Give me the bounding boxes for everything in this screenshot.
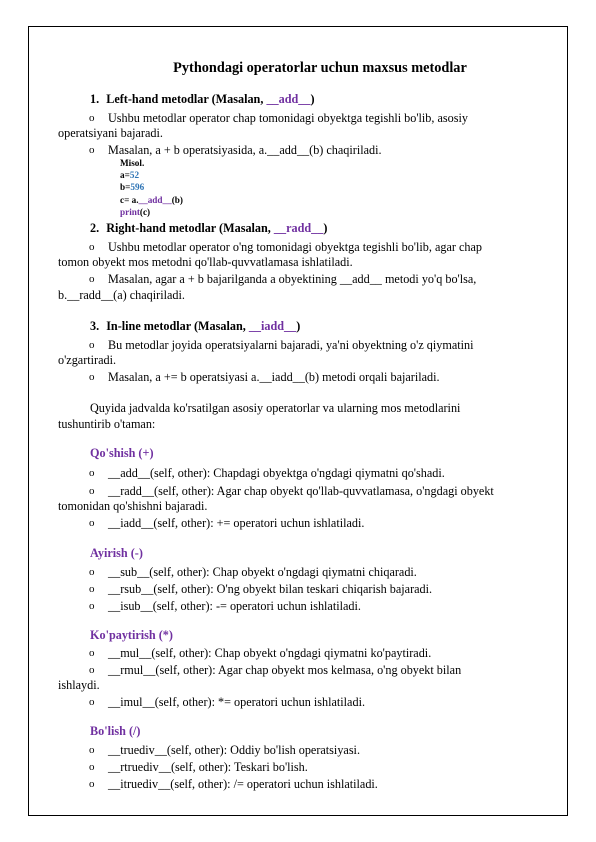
bullet-icon: o	[89, 647, 95, 659]
bullet-icon: o	[89, 112, 95, 124]
section-1-method: __add__	[266, 92, 311, 106]
bullet-icon: o	[89, 517, 95, 529]
mul-item-1: __mul__(self, other): Chap obyekt o'ngdagi qiymatni ko'paytiradi.	[108, 646, 432, 660]
bullet-icon: o	[89, 144, 95, 156]
sub-item-3: __isub__(self, other): -= operatori uchun ishlatiladi.	[108, 599, 361, 613]
section-3-close: )	[296, 319, 301, 333]
div-item-1: __truediv__(self, other): Oddiy bo'lish operatsiyasi.	[108, 743, 360, 757]
add-heading: Qo'shish (+)	[90, 446, 154, 460]
section-2-method: __radd__	[273, 221, 324, 235]
bullet-icon: o	[89, 778, 95, 790]
bullet-icon: o	[89, 273, 95, 285]
add-item-2-line-1: __radd__(self, other): Agar chap obyekt qo'llab-quvvatlamasa, o'ngdagi obyekt	[108, 484, 494, 498]
section-1-bullet-1-line-2: operatsiyani bajaradi.	[58, 126, 163, 140]
section-1-close: )	[310, 92, 315, 106]
bullet-icon: o	[89, 485, 95, 497]
bullet-icon: o	[89, 600, 95, 612]
intro-line-2: tushuntirib o'taman:	[58, 417, 156, 431]
section-2-number: 2.	[90, 221, 100, 235]
section-3-title: In-line metodlar (Masalan,	[106, 319, 249, 333]
section-2-close: )	[323, 221, 328, 235]
mul-item-2-line-1: __rmul__(self, other): Agar chap obyekt mos kelmasa, o'ng obyekt bilan	[108, 663, 462, 677]
document-title: Pythondagi operatorlar uchun maxsus metodlar	[173, 60, 467, 76]
div-item-3: __itruediv__(self, other): /= operatori uchun ishlatiladi.	[108, 777, 378, 791]
sub-item-2: __rsub__(self, other): O'ng obyekt bilan teskari chiqarish bajaradi.	[108, 582, 433, 596]
bullet-icon: o	[89, 744, 95, 756]
bullet-icon: o	[89, 566, 95, 578]
section-3-number: 3.	[90, 319, 100, 333]
div-item-2: __rtruediv__(self, other): Teskari bo'lish.	[108, 760, 308, 774]
section-2-bullet-1-line-2: tomon obyekt mos metodni qo'llab-quvvatlamasa ishlatiladi.	[58, 255, 353, 269]
bullet-icon: o	[89, 241, 95, 253]
bullet-icon: o	[89, 583, 95, 595]
div-heading: Bo'lish (/)	[90, 724, 141, 738]
code-line-a: a=52	[120, 170, 140, 180]
section-1-heading	[90, 92, 315, 106]
section-1-bullet-2: Masalan, a + b operatsiyasida, a.__add__(b) chaqiriladi.	[108, 143, 382, 157]
section-1-number: 1.	[90, 92, 100, 106]
section-3-method: __iadd__	[248, 319, 297, 333]
section-2-heading	[90, 221, 327, 235]
code-line-c: c= a.__add__(b)	[120, 195, 183, 205]
mul-heading: Ko'paytirish (*)	[90, 628, 173, 642]
code-line-b: b=596	[120, 182, 145, 192]
bullet-icon: o	[89, 761, 95, 773]
code-line-print: print(c)	[120, 207, 151, 217]
section-2-title: Right-hand metodlar (Masalan,	[106, 221, 274, 235]
bullet-icon: o	[89, 371, 95, 383]
section-3-heading	[90, 319, 300, 333]
sub-item-1: __sub__(self, other): Chap obyekt o'ngdagi qiymatni chiqaradi.	[108, 565, 417, 579]
intro-line-1: Quyida jadvalda ko'rsatilgan asosiy operatorlar va ularning mos metodlarini	[90, 401, 461, 415]
section-3-bullet-2: Masalan, a += b operatsiyasi a.__iadd__(b) metodi orqali bajariladi.	[108, 370, 440, 384]
section-2-bullet-1-line-1: Ushbu metodlar operator o'ng tomonidagi obyektga tegishli bo'lib, agar chap	[108, 240, 482, 254]
mul-item-3: __imul__(self, other): *= operatori uchun ishlatiladi.	[108, 695, 365, 709]
section-1-bullet-1-line-1: Ushbu metodlar operator chap tomonidagi obyektga tegishli bo'lib, asosiy	[108, 111, 468, 125]
bullet-icon: o	[89, 467, 95, 479]
add-item-3: __iadd__(self, other): += operatori uchun ishlatiladi.	[108, 516, 365, 530]
section-1-title: Left-hand metodlar (Masalan,	[106, 92, 267, 106]
bullet-icon: o	[89, 664, 95, 676]
section-2-bullet-2-line-2: b.__radd__(a) chaqiriladi.	[58, 288, 185, 302]
section-3-bullet-1-line-1: Bu metodlar joyida operatsiyalarni bajaradi, ya'ni obyektning o'z qiymatini	[108, 338, 474, 352]
code-misol-label: Misol.	[120, 158, 145, 168]
bullet-icon: o	[89, 339, 95, 351]
section-2-bullet-2-line-1: Masalan, agar a + b bajarilganda a obyektining __add__ metodi yo'q bo'lsa,	[108, 272, 477, 286]
add-item-1: __add__(self, other): Chapdagi obyektga o'ngdagi qiymatni qo'shadi.	[108, 466, 445, 480]
sub-heading: Ayirish (-)	[90, 546, 143, 560]
mul-item-2-line-2: ishlaydi.	[58, 678, 100, 692]
section-3-bullet-1-line-2: o'zgartiradi.	[58, 353, 117, 367]
add-item-2-line-2: tomonidan qo'shishni bajaradi.	[58, 499, 208, 513]
bullet-icon: o	[89, 696, 95, 708]
